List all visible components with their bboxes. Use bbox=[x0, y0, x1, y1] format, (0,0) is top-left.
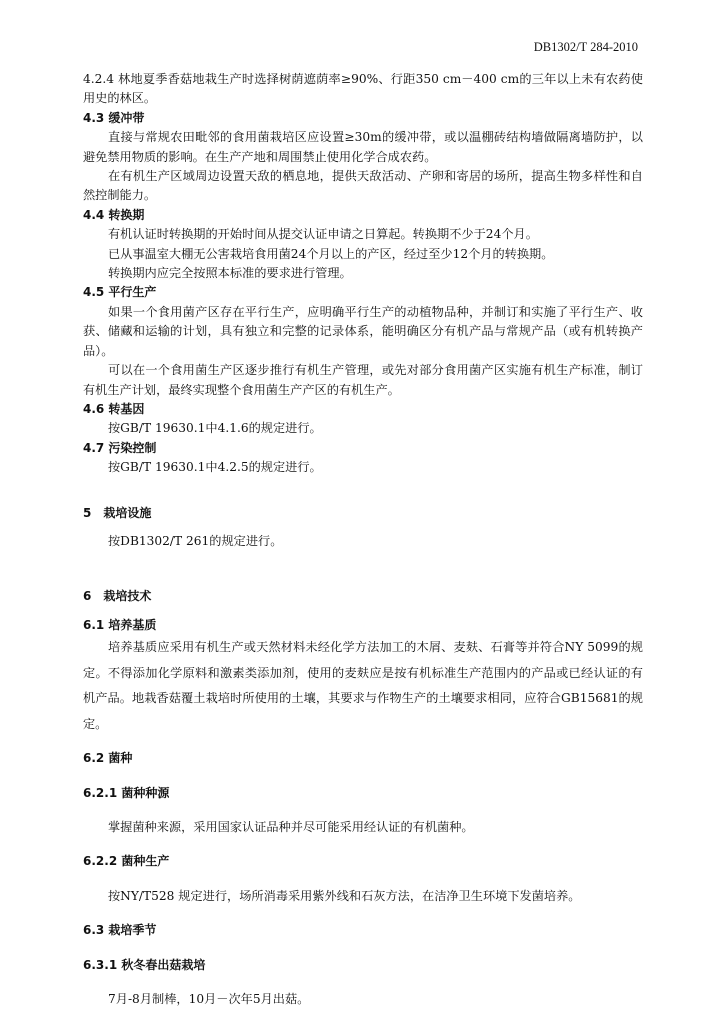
paragraph-6-3-1: 7月-8月制棒，10月－次年5月出菇。 bbox=[108, 992, 310, 1006]
paragraph-5: 按DB1302/T 261的规定进行。 bbox=[108, 533, 283, 548]
heading-6-2: 6.2 菌种 bbox=[83, 751, 133, 766]
paragraph-6-2-2: 按NY/T528 规定进行，场所消毒采用紫外线和石灰方法，在洁净卫生环境下发菌培养。 bbox=[108, 888, 581, 903]
paragraph-4-4-c: 转换期内应完全按照本标准的要求进行管理。 bbox=[108, 266, 352, 281]
paragraph-4-3-b: 在有机生产区域周边设置天敌的栖息地，提供天敌活动、产卵和寄居的场所，提高生物多样性和自然控制能力。 bbox=[83, 169, 643, 203]
heading-6-3: 6.3 栽培季节 bbox=[83, 923, 157, 938]
heading-6-3-1: 6.3.1 秋冬春出菇栽培 bbox=[83, 957, 206, 972]
heading-6-2-1: 6.2.1 菌种种源 bbox=[83, 785, 170, 800]
heading-5: 5 栽培设施 bbox=[83, 505, 152, 520]
heading-6-2-2: 6.2.2 菌种生产 bbox=[83, 854, 170, 869]
paragraph-4-7: 按GB/T 19630.1中4.2.5的规定进行。 bbox=[108, 460, 322, 475]
paragraph-4-6: 按GB/T 19630.1中4.1.6的规定进行。 bbox=[108, 421, 322, 436]
paragraph-6-2-1: 掌握菌种来源，采用国家认证品种并尽可能采用经认证的有机菌种。 bbox=[108, 819, 474, 834]
paragraph-4-3-a: 直接与常规农田毗邻的食用菌栽培区应设置≥30m的缓冲带，或以温棚砖结构墙做隔离墙防护，以避免禁用物质的影响。在生产产地和周围禁止使用化学合成农药。 bbox=[83, 130, 643, 164]
heading-4-3: 4.3 缓冲带 bbox=[83, 110, 145, 125]
heading-6-1: 6.1 培养基质 bbox=[83, 617, 157, 632]
document-body bbox=[83, 70, 643, 1009]
paragraph-4-5-a: 如果一个食用菌产区存在平行生产，应明确平行生产的动植物品种，并制订和实施了平行生产、收获、储藏和运输的计划，具有独立和完整的记录体系，能明确区分有机产品与常规产品（或有机转换产品）。 bbox=[83, 304, 643, 358]
heading-4-5: 4.5 平行生产 bbox=[83, 285, 157, 300]
heading-6: 6 栽培技术 bbox=[83, 589, 152, 604]
heading-4-4: 4.4 转换期 bbox=[83, 207, 145, 222]
paragraph-4-2-4: 4.2.4 林地夏季香菇地栽生产时选择树荫遮荫率≥90%、行距350 cm－400 cm的三年以上未有农药使用史的林区。 bbox=[83, 72, 643, 106]
document-number: DB1302/T 284-2010 bbox=[533, 40, 638, 54]
heading-4-7: 4.7 污染控制 bbox=[83, 440, 157, 455]
heading-4-6: 4.6 转基因 bbox=[83, 401, 145, 416]
paragraph-4-4-a: 有机认证时转换期的开始时间从提交认证申请之日算起。转换期不少于24个月。 bbox=[108, 227, 538, 242]
paragraph-4-5-b: 可以在一个食用菌生产区逐步推行有机生产管理，或先对部分食用菌产区实施有机生产标准，制订有机生产计划，最终实现整个食用菌生产产区的有机生产。 bbox=[83, 363, 643, 397]
paragraph-6-1: 培养基质应采用有机生产或天然材料未经化学方法加工的木屑、麦麸、石膏等并符合NY 5099的规定。不得添加化学原料和激素类添加剂，使用的麦麸应是按有机标准生产范围内的产品或已经认证的有机产品。地栽香菇覆土栽培时所使用的土壤，其要求与作物生产的土壤要求相同，应符合GB15681的规定。 bbox=[83, 640, 643, 731]
paragraph-4-4-b: 已从事温室大棚无公害栽培食用菌24个月以上的产区，经过至少12个月的转换期。 bbox=[108, 246, 554, 261]
